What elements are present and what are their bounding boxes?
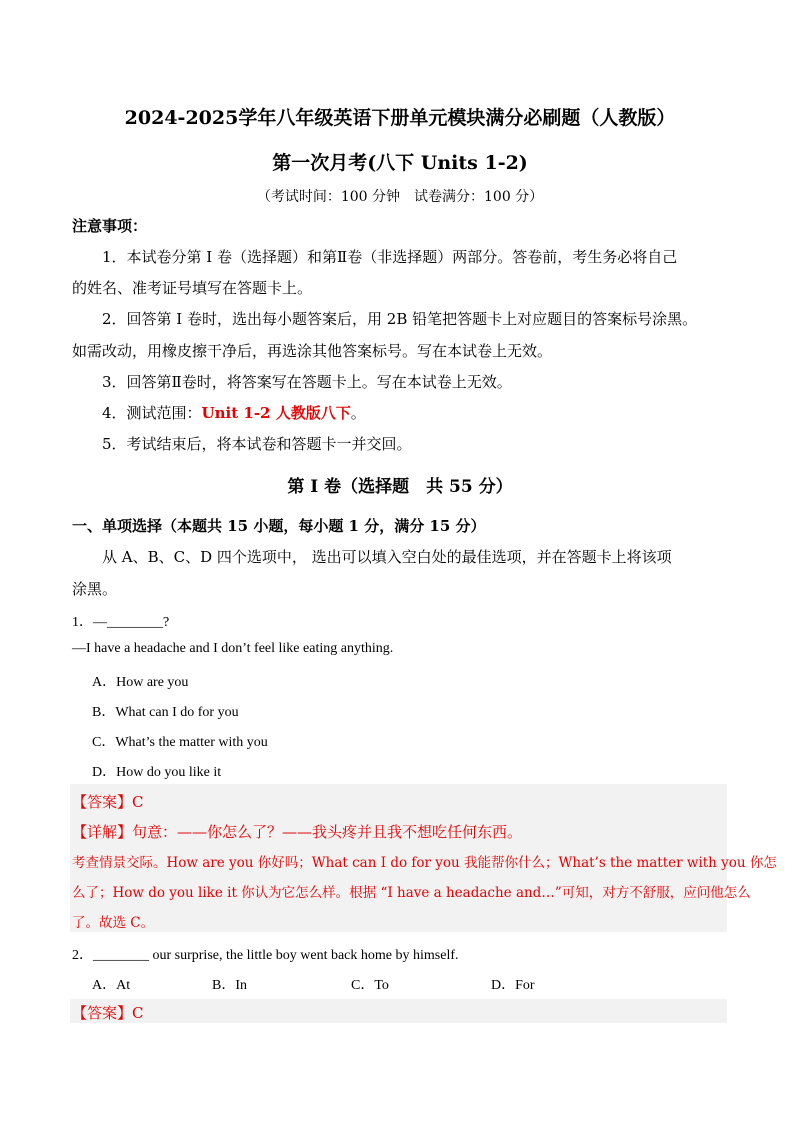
question-2-option-c: C．To <box>351 978 389 993</box>
exam-subtitle: 第一次月考(八下 Units 1-2) <box>272 152 528 174</box>
question-2-answer: 【答案】C <box>72 1004 144 1022</box>
detail-translation: 句意：——你怎么了？——我头疼并且我不想吃任何东西。 <box>132 823 523 841</box>
question-1-detail-line-3: 么了；How do you like it 你认为它怎么样。根据 “I have a headache and…”可知，对方不舒服，应问他怎么 <box>72 885 751 901</box>
question-1-detail-line-2: 考查情景交际。How are you 你好吗；What can I do for you 我能帮你什么；What’s the matter with you 你怎 <box>72 855 777 871</box>
question-2-option-d: D．For <box>491 978 535 993</box>
question-1-option-b: B．What can I do for you <box>92 705 239 720</box>
question-2-option-a: A．At <box>92 978 131 993</box>
note-item-2: 2．回答第 I 卷时，选出每小题答案后，用 2B 铅笔把答题卡上对应题目的答案标号涂黑。 <box>102 310 698 328</box>
instruction-line-1: 从 A、B、C、D 四个选项中， 选出可以填入空白处的最佳选项，并在答题卡上将该项 <box>102 548 672 566</box>
question-1-option-c: C．What’s the matter with you <box>92 735 268 750</box>
note-item-4-suffix: 。 <box>350 404 366 422</box>
question-1-option-a: A．How are you <box>92 675 189 690</box>
question-1-reply: —I have a headache and I don’t feel like eating anything. <box>72 641 394 656</box>
note-item-4 <box>102 402 366 423</box>
note-item-1: 1．本试卷分第 I 卷（选择题）和第Ⅱ卷（非选择题）两部分。答卷前，考生务必将自己 <box>102 248 678 266</box>
document-title: 2024-2025学年八年级英语下册单元模块满分必刷题（人教版） <box>124 107 676 129</box>
note-item-3: 3．回答第Ⅱ卷时，将答案写在答题卡上。写在本试卷上无效。 <box>102 373 512 391</box>
note-item-5: 5．考试结束后，将本试卷和答题卡一并交回。 <box>102 435 412 453</box>
detail-label: 【详解】 <box>72 823 133 841</box>
note-item-1-cont: 的姓名、准考证号填写在答题卡上。 <box>72 279 313 297</box>
question-2-option-b: B．In <box>212 978 247 993</box>
exam-info: （考试时间：100 分钟 试卷满分：100 分） <box>256 189 544 205</box>
note-item-4-prefix: 4．测试范围： <box>102 404 202 422</box>
question-1-detail <box>72 821 522 842</box>
question-1-stem: 1．—________? <box>72 615 170 630</box>
instruction-line-2: 涂黑。 <box>72 580 118 598</box>
test-scope: Unit 1-2 人教版八下 <box>201 404 351 422</box>
section-title: 第 I 卷（选择题 共 55 分） <box>287 477 513 497</box>
note-item-2-cont: 如需改动，用橡皮擦干净后，再选涂其他答案标号。写在本试卷上无效。 <box>72 342 553 360</box>
notes-heading: 注意事项： <box>72 217 148 235</box>
part-heading: 一、单项选择（本题共 15 小题，每小题 1 分，满分 15 分） <box>72 517 486 535</box>
question-1-answer: 【答案】C <box>72 793 144 811</box>
question-1-option-d: D．How do you like it <box>92 765 222 780</box>
question-2-stem: 2．________ our surprise, the little boy went back home by himself. <box>72 948 459 963</box>
question-1-detail-line-4: 了。故选 C。 <box>72 915 155 931</box>
question-2-answer-panel <box>70 999 727 1023</box>
